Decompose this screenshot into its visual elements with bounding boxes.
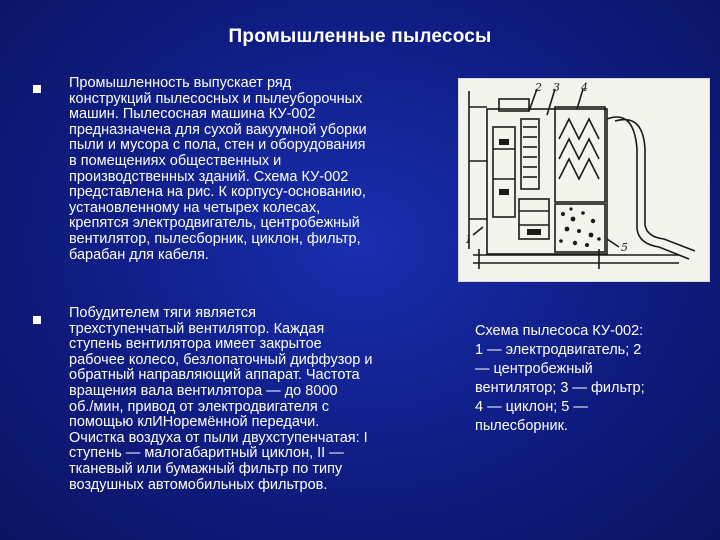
diagram-label-5: 5: [621, 241, 628, 254]
slide-title: Промышленные пылесосы: [228, 26, 492, 47]
diagram-label-2: 2: [535, 81, 542, 94]
diagram-label-3: 3: [553, 81, 560, 94]
diagram-label-1: 1: [465, 233, 472, 246]
bullet-marker: [33, 316, 41, 324]
bullet-paragraph-1: Промышленность выпускает ряд конструкций пылесосных и пылеуборочных машин. Пылесосная машина КУ-002 предназначена для сухой вакуумной уборки пыли и мусора с пола, стен и оборудования в помещениях общественных и производственных зданий. Схема КУ-002 представлена на рис. К корпусу-основанию, установленному на четырех колесах, крепятся электродвигатель, центробежный вентилятор, пылесборник, циклон, фильтр, барабан для кабеля.: [69, 75, 367, 263]
diagram-label-4: 4: [581, 81, 588, 94]
vacuum-diagram: [458, 78, 710, 282]
bullet-paragraph-2: Побудителем тяги является трехступенчатый вентилятор. Каждая ступень вентилятора имеет закрытое рабочее колесо, безлопаточный диффузор и обратный направляющий аппарат. Частота вращения вала вентилятора — до 8000 об./мин, привод от электродвигателя с помощью клИНоремённой передачи. Очистка воздуха от пыли двухступенчатая: I ступень — малогабаритный циклон, II — тканевый или бумажный фильтр по типу воздушных автомобильных фильтров.: [69, 305, 373, 493]
figure-caption: Схема пылесоса КУ-002: 1 — электродвигатель; 2 — центробежный вентилятор; 3 — фильтр; 4 — циклон; 5 — пылесборник.: [475, 323, 645, 434]
bullet-marker: [33, 85, 41, 93]
